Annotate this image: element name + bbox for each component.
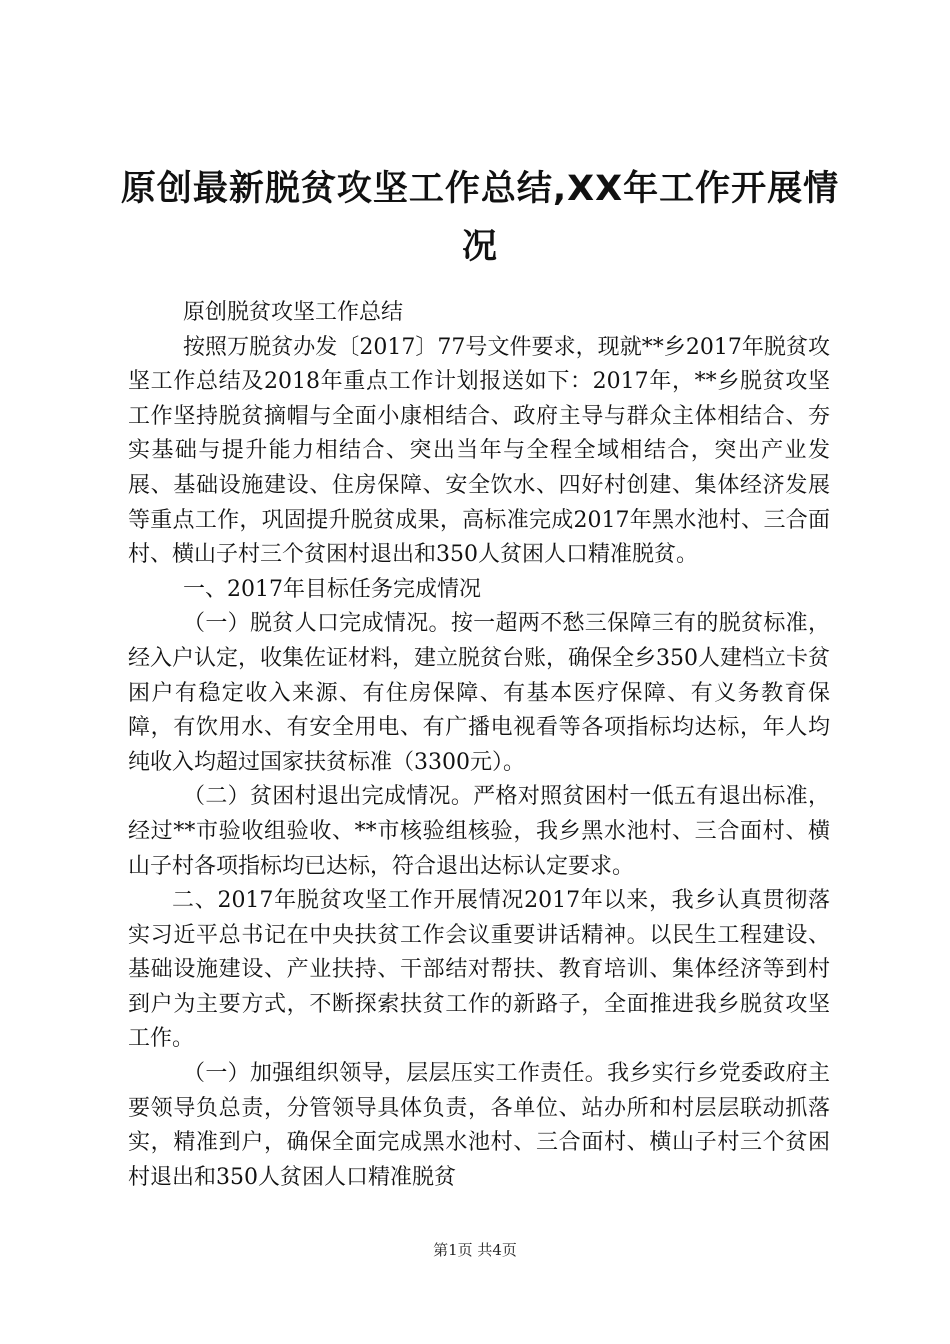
paragraph-organization: （一）加强组织领导，层层压实工作责任。我乡实行乡党委政府主要领导负总责，分管领导具体负责，各单位、站办所和村层层联动抓落实，精准到户，确保全面完成黑水池村、三合面村、横山子村三个贫困村退出和350人贫困人口精准脱贫: [128, 1061, 830, 1190]
section-heading-2: 二、2017年脱贫攻坚工作开展情况2017年以来，我乡认真贯彻落实习近平总书记在中央扶贫工作会议重要讲话精神。以民生工程建设、基础设施建设、产业扶持、干部结对帮扶、教育培训、集体经济等到村到户为主要方式，不断探索扶贫工作的新路子，全面推进我乡脱贫攻坚工作。: [128, 888, 830, 1052]
document-title: 原创最新脱贫攻坚工作总结,XX年工作开展情况: [120, 169, 840, 267]
paragraph-village-exit: （二）贫困村退出完成情况。严格对照贫困村一低五有退出标准，经过**市验收组验收、**市核验组核验，我乡黑水池村、三合面村、横山子村各项指标均已达标，符合退出达标认定要求。: [128, 784, 830, 879]
paragraph-intro: 按照万脱贫办发〔2017〕77号文件要求，现就**乡2017年脱贫攻坚工作总结及2018年重点工作计划报送如下：2017年，**乡脱贫攻坚工作坚持脱贫摘帽与全面小康相结合、政府主导与群众主体相结合、夯实基础与提升能力相结合、突出当年与全程全域相结合，突出产业发展、基础设施建设、住房保障、安全饮水、四好村创建、集体经济发展等重点工作，巩固提升脱贫成果，高标准完成2017年黑水池村、三合面村、横山子村三个贫困村退出和350人贫困人口精准脱贫。: [128, 334, 830, 568]
paragraph-subtitle: 原创脱贫攻坚工作总结: [183, 300, 404, 325]
page-footer: 第1页 共4页: [433, 1241, 517, 1259]
document-body: [128, 296, 830, 1195]
section-heading-1: 一、2017年目标任务完成情况: [183, 576, 481, 602]
paragraph-poverty-population: （一）脱贫人口完成情况。按一超两不愁三保障三有的脱贫标准，经入户认定，收集佐证材料，建立脱贫台账，确保全乡350人建档立卡贫困户有稳定收入来源、有住房保障、有基本医疗保障、有义务教育保障，有饮用水、有安全用电、有广播电视看等各项指标均达标，年人均纯收入均超过国家扶贫标准（3300元）。: [128, 611, 830, 775]
